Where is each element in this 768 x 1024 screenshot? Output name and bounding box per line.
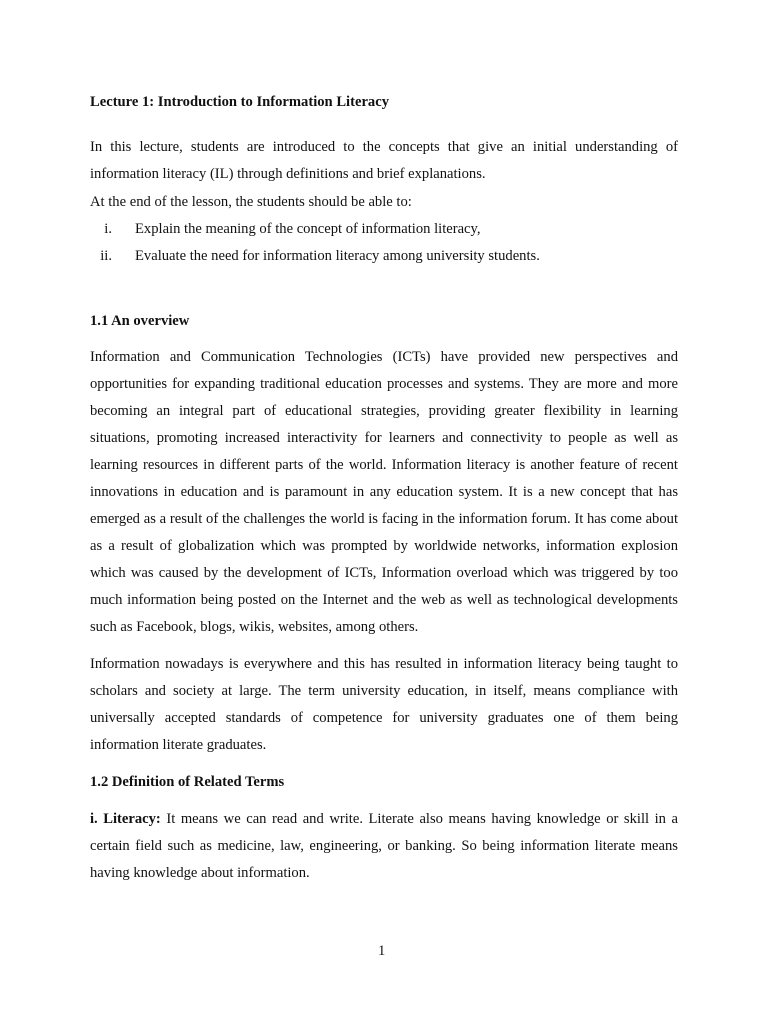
objective-number: ii. [100, 248, 112, 264]
objective-item [90, 219, 678, 239]
literacy-definition [90, 806, 678, 887]
objective-number: i. [104, 221, 112, 237]
section-heading-overview: 1.1 An overview [90, 313, 190, 329]
objective-item [90, 246, 678, 266]
objectives-lead: At the end of the lesson, the students should be able to: [90, 194, 412, 210]
lecture-title: Lecture 1: Introduction to Information Literacy [90, 94, 390, 110]
intro-paragraph: In this lecture, students are introduced to the concepts that give an initial understanding of information literacy (IL) through definitions and brief explanations. [90, 139, 678, 182]
section-heading-definitions: 1.2 Definition of Related Terms [90, 774, 285, 790]
objective-text: Explain the meaning of the concept of information literacy, [135, 221, 481, 237]
term-definition: It means we can read and write. Literate also means having knowledge or skill in a certain field such as medicine, law, engineering, or banking. So being information literate means having knowledge about information. [90, 811, 678, 881]
term-label: i. Literacy: [90, 811, 161, 827]
document-page [90, 0, 678, 1024]
overview-paragraph-1: Information and Communication Technologies (ICTs) have provided new perspectives and opportunities for expanding traditional education processes and systems. They are more and more becoming an integral part of educational strategies, providing greater flexibility in learning situations, promoting increased interactivity for learners and connectivity to people as well as learning resources in different parts of the world. Information literacy is another feature of recent innovations in education and is paramount in any education system. It is a new concept that has emerged as a result of the challenges the world is facing in the information forum. It has come about as a result of globalization which was prompted by worldwide networks, information explosion which was caused by the development of ICTs, Information overload which was triggered by too much information being posted on the Internet and the web as well as technological developments such as Facebook, blogs, wikis, websites, among others. [90, 349, 678, 635]
objective-text: Evaluate the need for information literacy among university students. [135, 248, 540, 264]
overview-paragraph-2: Information nowadays is everywhere and this has resulted in information literacy being taught to scholars and society at large. The term university education, in itself, means compliance with universally accepted standards of competence for university graduates one of them being information literate graduates. [90, 656, 678, 753]
page-number: 1 [378, 943, 386, 959]
